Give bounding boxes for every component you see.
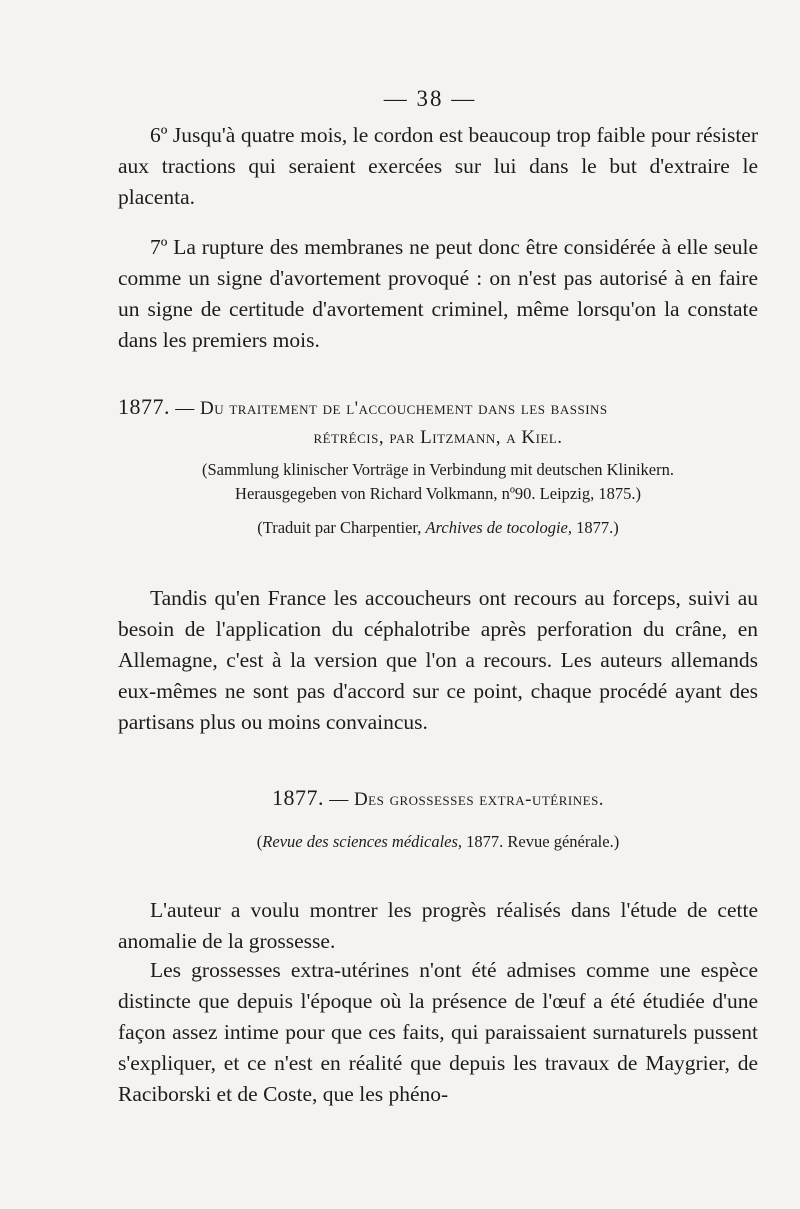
heading-dash: — (170, 398, 200, 419)
citation-line3-pre: (Traduit par Charpentier, (257, 518, 426, 537)
paragraph-6 (118, 120, 758, 213)
section1-body (118, 583, 758, 738)
section2-title: Des grossesses extra-utérines. (353, 789, 605, 810)
section-title-line2: rétrécis, par Litzmann, a Kiel. (313, 427, 563, 448)
citation-revue (118, 830, 758, 854)
section2-body2-text: Les grossesses extra-utérines n'ont été admises comme une espèce distincte que depuis l'époque où la présence de l'œuf a été étudiée d'une façon assez intime pour que ces faits, qui paraissaient surnaturels pussent s'expliquer, et ce n'est en réalité que depuis les travaux de Maygrier, de Raciborski et de Coste, que les phéno- (118, 958, 758, 1106)
citation2-open: ( (256, 832, 263, 851)
section-heading-litzmann (118, 392, 758, 452)
section2-body1 (118, 895, 758, 957)
section-year: 1877. (118, 394, 170, 419)
paragraph-7-text: 7º La rupture des membranes ne peut donc être considérée à elle seule comme un signe d'avortement provoqué : on n'est pas autorisé à en faire un signe de certitude d'avortement criminel, même lorsqu'on la constate dans les premiers mois. (118, 235, 758, 352)
citation-line2: Herausgegeben von Richard Volkmann, nº90. Leipzig, 1875.) (235, 484, 641, 503)
section1-body-text: Tandis qu'en France les accoucheurs ont recours au forceps, suivi au besoin de l'application du céphalotribe après perforation du crâne, en Allemagne, c'est à la version que l'on a recours. Les auteurs allemands eux-mêmes ne sont pas d'accord sur ce point, chaque procédé ayant des partisans plus ou moins convaincus. (118, 586, 758, 734)
section-heading-grossesses (118, 783, 758, 814)
citation2-journal: Revue des sciences médicales, (262, 832, 463, 851)
page-number: — 38 — (383, 86, 477, 111)
citation-journal: Archives de tocologie, (425, 518, 572, 537)
citation-line1: (Sammlung klinischer Vorträge in Verbindung mit deutschen Klinikern. (201, 460, 674, 479)
paragraph-7 (118, 232, 758, 356)
section-title-line1: Du traitement de l'accouchement dans les bassins (200, 398, 608, 419)
citation-line3-post: 1877.) (572, 518, 619, 537)
citation2-rest: 1877. Revue générale.) (462, 832, 620, 851)
heading2-dash: — (323, 789, 354, 810)
section2-body2 (118, 955, 758, 1110)
citation-litzmann (118, 458, 758, 540)
section2-body1-text: L'auteur a voulu montrer les progrès réalisés dans l'étude de cette anomalie de la grossesse. (118, 898, 758, 953)
paragraph-6-text: 6º Jusqu'à quatre mois, le cordon est beaucoup trop faible pour résister aux tractions qui seraient exercées sur lui dans le but d'extraire le placenta. (118, 123, 758, 209)
section2-year: 1877. (271, 785, 324, 810)
